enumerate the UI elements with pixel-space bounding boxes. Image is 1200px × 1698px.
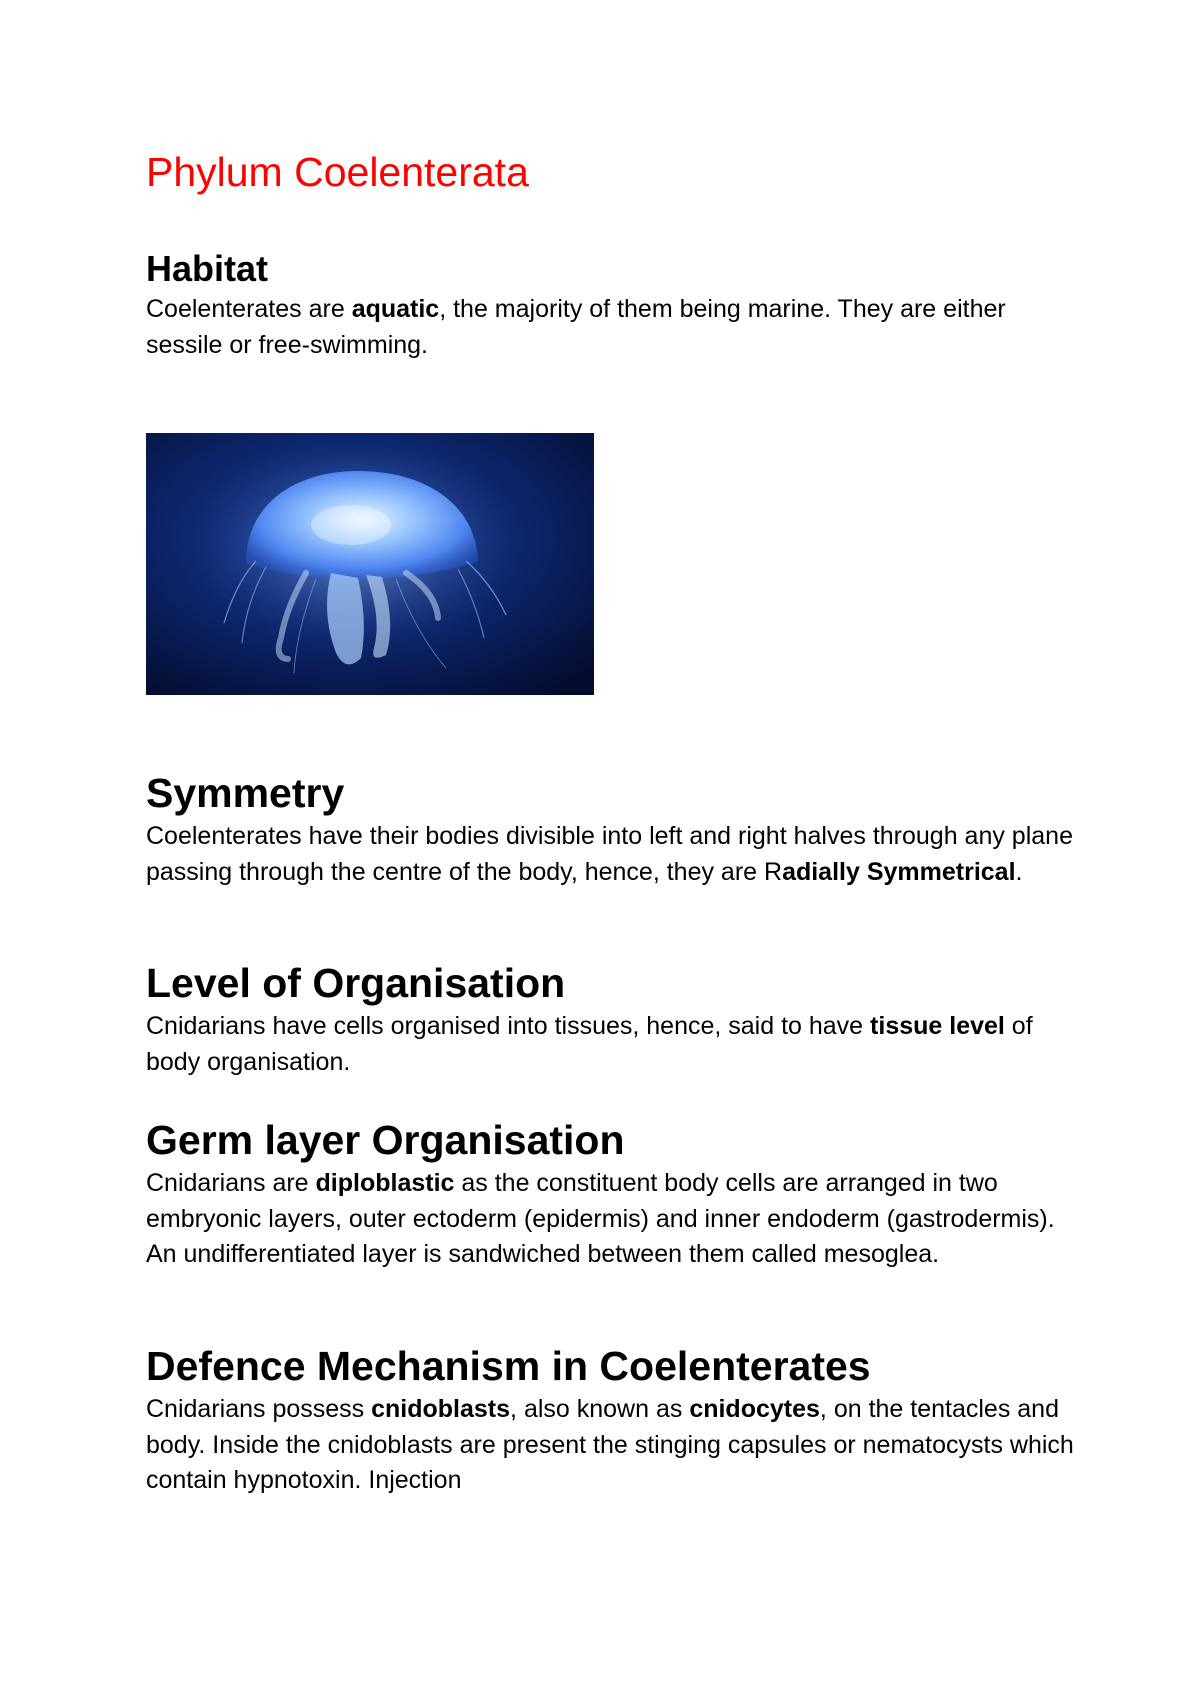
section-heading: Habitat [146, 248, 269, 289]
text-run: Coelenterates have their bodies divisible into left and right halves through any plane passing through the centre of the body, hence, they are R [146, 822, 1073, 886]
text-run: as the constituent body cells are arranged in two embryonic layers, outer ectoderm (epidermis) and inner endoderm (gastrodermis). An undifferentiated layer is sandwiched between them called mesoglea. [146, 1169, 1055, 1268]
section-heading: Defence Mechanism in Coelenterates [146, 1343, 871, 1389]
text-run: Cnidarians possess [146, 1395, 372, 1423]
section-paragraph [146, 1392, 1076, 1499]
jellyfish-photo [146, 433, 594, 695]
section-heading: Germ layer Organisation [146, 1117, 625, 1163]
section-symmetry [146, 767, 1076, 890]
page-title: Phylum Coelenterata [146, 149, 529, 195]
text-run: of body organisation. [146, 1012, 1033, 1076]
text-run: , the majority of them being marine. They are either sessile or free-swimming. [146, 295, 1006, 359]
text-run: , on the tentacles and body. Inside the cnidoblasts are present the stinging capsules or nematocysts which contain hypnotoxin. Injection [146, 1395, 1074, 1494]
text-run: Cnidarians are [146, 1169, 316, 1197]
section-defence-mechanism [146, 1340, 1076, 1499]
text-run: Cnidarians have cells organised into tissues, hence, said to have [146, 1012, 871, 1040]
section-habitat [146, 246, 1076, 363]
section-germ-layer-organisation [146, 1114, 1076, 1273]
section-paragraph [146, 1166, 1076, 1273]
bold-term: cnidoblasts [371, 1395, 511, 1423]
bold-term: cnidocytes [689, 1395, 820, 1423]
section-heading: Level of Organisation [146, 960, 566, 1006]
section-level-of-organisation [146, 957, 1076, 1080]
text-run: . [1015, 857, 1023, 886]
section-heading: Symmetry [146, 770, 345, 816]
bold-term: diploblastic [315, 1169, 455, 1197]
text-run: , also known as [510, 1395, 690, 1423]
text-run: Coelenterates are [146, 295, 352, 323]
bold-term: tissue level [870, 1012, 1005, 1040]
section-paragraph [146, 819, 1076, 890]
section-paragraph [146, 292, 1076, 363]
bold-term: aquatic [351, 295, 440, 323]
section-paragraph [146, 1009, 1076, 1080]
bold-term: adially Symmetrical [782, 857, 1016, 886]
